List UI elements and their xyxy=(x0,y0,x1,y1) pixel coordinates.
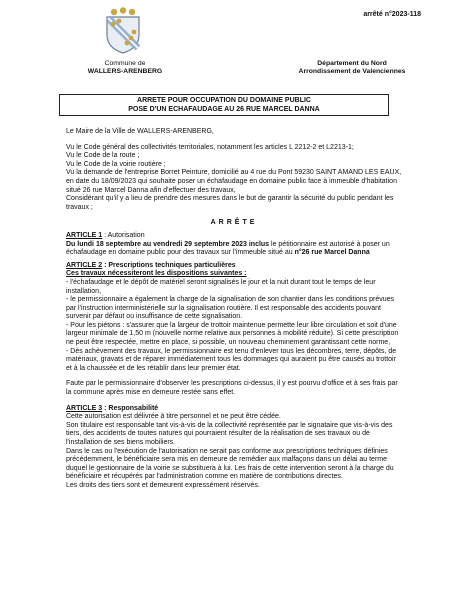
article-2-item: - le permissionnaire a également la charge de la signalisation de son chantier dans les conditions prévues par l'instruction interministérielle sur la signalisation routière. Il est responsable des accidents pouvant survenir par défaut ou insuffisance de cette signalisation. xyxy=(66,296,395,321)
article-2-subtitle: Ces travaux nécessiteront les dispositions suivantes : xyxy=(66,270,247,278)
commune-name: WALLERS-ARENBERG xyxy=(87,68,163,76)
article-1-dates: Du lundi 18 septembre au vendredi 29 septembre 2023 inclus xyxy=(66,240,270,248)
considering-line: Considérant qu'il y a lieu de prendre des mesures dans le but de garantir la sécurité du public pendant les travaux ; xyxy=(66,195,394,211)
arrete-heading: ARRÊTE xyxy=(210,219,258,227)
article-2-item: - Dès achèvement des travaux, le permissionnaire est tenu d'enlever tous les décombres, terre, dépôts, de matériaux, gravats et de réparer immédiatement tous les dommages qui auraient pu être causés au trottoir et à la chaussée et de les rétablir dans leur premier état. xyxy=(66,347,397,372)
article-2-label: ARTICLE 2 xyxy=(66,261,103,269)
vu-line-4: Vu la demande de l'entreprise Borret Peinture, domicilié au 4 rue du Pont 59230 SAINT AMAND LES EAUX, en date du 18/09/2023 qui souhaite poser un échafaudage en domaine public face à immeuble d'habitation situé 26 rue Marcel Danna afin d'effectuer des travaux, xyxy=(66,169,402,194)
article-3-paragraph: Son titulaire est responsable tant vis-à-vis de la collectivité représentée par le signataire que vis-à-vis des tiers, des accidents de toutes natures qui pourraient résulter de la réalisation de ses travaux ou de l'installation de ses biens mobiliers. xyxy=(66,421,393,446)
article-1-label: ARTICLE 1 xyxy=(66,231,103,239)
article-3-paragraph: Les droits des tiers sont et demeurent expressément réservés. xyxy=(66,481,260,489)
article-3-paragraph: Dans le cas ou l'exécution de l'autorisation ne serait pas conforme aux prescriptions techniques définies précédemment, le bénéficiaire sera mis en demeure de remédier aux malfaçons dans un délai au terme duquel le gestionnaire de la voirie se substituera à lui. Les frais de cette intervention seront à la charge du bénéficiaire et récupérés par l'administration comme en matière de contributions directes. xyxy=(66,447,394,481)
article-2-item: - Pour les piétons : s'assurer que la largeur de trottoir maintenue permette leur libre circulation et soit d'une largeur minimale de 1,50 m (nouvelle norme relative aux personnes à mobilité réduite). Si cette prescription ne peut être respectée, mettre en place, si possible, un nouveau cheminement garantissant cette norme, xyxy=(66,321,399,347)
article-2-item: - l'échafaudage et le dépôt de matériel seront signalisés le jour et la nuit durant tout le temps de leur installation, xyxy=(66,278,376,295)
vu-line-2: Vu le Code de la route ; xyxy=(66,152,140,160)
article-1-title xyxy=(66,232,402,241)
document-title xyxy=(59,94,389,116)
department-block xyxy=(282,60,422,76)
title-line-1: ARRETE POUR OCCUPATION DU DOMAINE PUBLIC xyxy=(137,97,311,104)
article-3-label: ARTICLE 3 xyxy=(66,404,103,412)
commune-block xyxy=(70,60,180,76)
article-2-title xyxy=(66,262,402,271)
commune-label: Commune de xyxy=(104,60,146,67)
article-1-body: le pétitionnaire est autorisé à poser un échafaudage en domaine public pour des travaux sur l'immeuble situé au xyxy=(66,240,390,257)
article-3-title xyxy=(66,405,402,414)
article-2-title-rest: : Prescriptions techniques particulières xyxy=(102,261,236,269)
arrete-number: arrêté n°2023-118 xyxy=(363,11,421,18)
article-1-text xyxy=(66,241,402,258)
coat-of-arms-icon xyxy=(104,7,142,55)
vu-line-3: Vu le Code de la voirie routière ; xyxy=(66,160,166,168)
document-body xyxy=(66,128,402,491)
article-2-closing: Faute par le permissionnaire d'observer les prescriptions ci-dessus, il y est pourvu d'office et à ses frais par la commune après mise en demeure restée sans effet. xyxy=(66,380,398,397)
department-name: Département du Nord xyxy=(317,60,387,67)
article-3-title-rest: : Responsabilité xyxy=(102,404,159,412)
article-1-title-rest: : Autorisation xyxy=(102,231,145,239)
arrondissement-name: Arrondissement de Valenciennes xyxy=(298,68,406,76)
article-3-paragraph: Cette autorisation est délivrée à titre personnel et ne peut être cédée. xyxy=(66,413,281,421)
mayor-line: Le Maire de la Ville de WALLERS-ARENBERG, xyxy=(66,128,214,135)
article-1-address: n°26 rue Marcel Danna xyxy=(294,249,370,257)
vu-line-1: Vu le Code général des collectivités territoriales, notamment les articles L 2212-2 et L2213-1; xyxy=(66,143,354,151)
title-line-2: POSE D'UN ECHAFAUDAGE AU 26 RUE MARCEL DANNA xyxy=(128,106,320,113)
